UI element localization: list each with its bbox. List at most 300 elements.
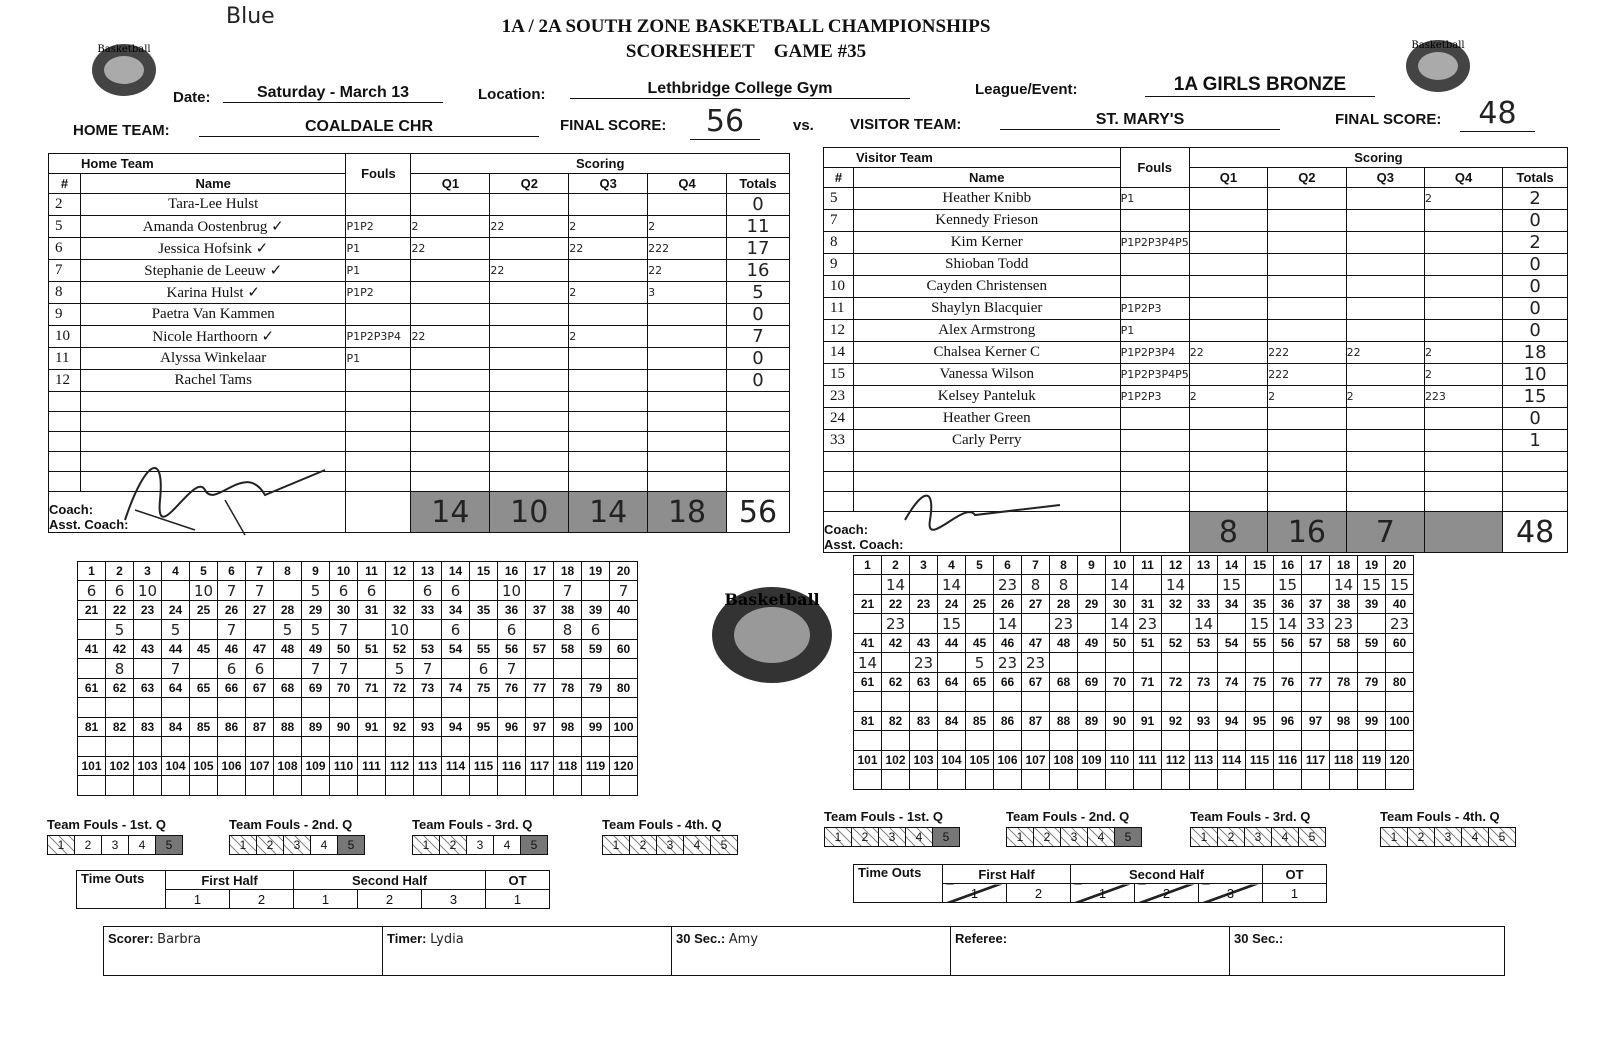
player-q1-cell[interactable] bbox=[1189, 408, 1267, 430]
player-total-cell[interactable] bbox=[727, 472, 790, 492]
score-player-cell[interactable] bbox=[302, 698, 330, 718]
score-player-cell[interactable] bbox=[1050, 770, 1078, 790]
score-player-cell[interactable]: 14 bbox=[1190, 614, 1218, 634]
timeout-box[interactable]: 3 bbox=[1199, 884, 1263, 903]
timeout-box[interactable]: 1 bbox=[1071, 884, 1135, 903]
team-foul-box[interactable]: 4 bbox=[129, 836, 156, 854]
team-foul-box[interactable]: 4 bbox=[311, 836, 338, 854]
player-fouls-cell[interactable]: P1P2P3 bbox=[1120, 298, 1189, 320]
score-player-cell[interactable] bbox=[78, 698, 106, 718]
player-q1-cell[interactable] bbox=[411, 370, 490, 392]
score-player-cell[interactable]: 23 bbox=[882, 614, 910, 634]
player-q2-cell[interactable] bbox=[490, 194, 569, 216]
score-player-cell[interactable]: 6 bbox=[218, 659, 246, 679]
player-fouls-cell[interactable] bbox=[1120, 254, 1189, 276]
score-player-cell[interactable] bbox=[134, 737, 162, 757]
score-player-cell[interactable]: 8 bbox=[554, 620, 582, 640]
score-player-cell[interactable] bbox=[1386, 653, 1414, 673]
score-player-cell[interactable]: 7 bbox=[330, 620, 358, 640]
score-player-cell[interactable] bbox=[554, 698, 582, 718]
score-player-cell[interactable] bbox=[1050, 653, 1078, 673]
score-player-cell[interactable]: 6 bbox=[330, 581, 358, 601]
score-player-cell[interactable] bbox=[1162, 653, 1190, 673]
player-q4-cell[interactable] bbox=[1424, 298, 1502, 320]
team-foul-box[interactable]: 3 bbox=[1061, 828, 1088, 846]
timeout-box[interactable]: 1 bbox=[486, 890, 550, 909]
player-fouls-cell[interactable] bbox=[346, 304, 411, 326]
score-player-cell[interactable] bbox=[1246, 770, 1274, 790]
score-player-cell[interactable] bbox=[1386, 770, 1414, 790]
score-player-cell[interactable]: 7 bbox=[218, 620, 246, 640]
player-name-cell[interactable]: Rachel Tams bbox=[80, 370, 346, 392]
score-player-cell[interactable]: 5 bbox=[302, 620, 330, 640]
score-player-cell[interactable] bbox=[1162, 692, 1190, 712]
player-q4-cell[interactable] bbox=[1424, 320, 1502, 342]
player-q3-cell[interactable] bbox=[1346, 276, 1424, 298]
player-q1-cell[interactable] bbox=[1189, 452, 1267, 472]
score-player-cell[interactable] bbox=[274, 737, 302, 757]
player-q4-cell[interactable] bbox=[1424, 430, 1502, 452]
score-player-cell[interactable] bbox=[1302, 575, 1330, 595]
score-player-cell[interactable] bbox=[582, 776, 610, 796]
team-foul-box[interactable]: 3 bbox=[1245, 828, 1272, 846]
score-player-cell[interactable]: 23 bbox=[910, 653, 938, 673]
player-fouls-cell[interactable]: P1P2 bbox=[346, 216, 411, 238]
player-q4-cell[interactable] bbox=[648, 370, 727, 392]
score-player-cell[interactable] bbox=[610, 737, 638, 757]
team-foul-box[interactable]: 1 bbox=[230, 836, 257, 854]
score-player-cell[interactable] bbox=[1330, 770, 1358, 790]
player-q3-cell[interactable]: 22 bbox=[1346, 342, 1424, 364]
player-fouls-cell[interactable] bbox=[1120, 210, 1189, 232]
score-player-cell[interactable] bbox=[1246, 653, 1274, 673]
player-total-cell[interactable]: 5 bbox=[727, 282, 790, 304]
score-player-cell[interactable]: 14 bbox=[882, 575, 910, 595]
score-player-cell[interactable]: 14 bbox=[1330, 575, 1358, 595]
player-q2-cell[interactable]: 22 bbox=[490, 260, 569, 282]
player-q3-cell[interactable] bbox=[1346, 364, 1424, 386]
player-q3-cell[interactable] bbox=[1346, 492, 1424, 512]
score-player-cell[interactable] bbox=[1386, 731, 1414, 751]
player-total-cell[interactable]: 7 bbox=[727, 326, 790, 348]
player-num-cell[interactable]: 11 bbox=[824, 298, 854, 320]
score-player-cell[interactable] bbox=[1050, 692, 1078, 712]
player-q4-cell[interactable]: 2 bbox=[1424, 342, 1502, 364]
player-q2-cell[interactable] bbox=[1268, 210, 1347, 232]
player-name-cell[interactable]: Cayden Christensen bbox=[853, 276, 1120, 298]
player-q3-cell[interactable] bbox=[1346, 232, 1424, 254]
score-player-cell[interactable] bbox=[218, 776, 246, 796]
team-foul-box[interactable]: 4 bbox=[1272, 828, 1299, 846]
player-fouls-cell[interactable] bbox=[1120, 276, 1189, 298]
player-total-cell[interactable]: 10 bbox=[1503, 364, 1568, 386]
score-player-cell[interactable] bbox=[610, 659, 638, 679]
score-player-cell[interactable] bbox=[1358, 653, 1386, 673]
score-player-cell[interactable]: 10 bbox=[498, 581, 526, 601]
score-player-cell[interactable] bbox=[470, 737, 498, 757]
player-q3-cell[interactable] bbox=[1346, 430, 1424, 452]
timeout-box[interactable]: 1 bbox=[294, 890, 358, 909]
score-player-cell[interactable] bbox=[274, 776, 302, 796]
score-player-cell[interactable]: 6 bbox=[442, 620, 470, 640]
timeout-box[interactable]: 1 bbox=[943, 884, 1007, 903]
score-player-cell[interactable] bbox=[442, 737, 470, 757]
player-total-cell[interactable]: 16 bbox=[727, 260, 790, 282]
player-num-cell[interactable]: 12 bbox=[824, 320, 854, 342]
player-q3-cell[interactable] bbox=[1346, 320, 1424, 342]
score-player-cell[interactable] bbox=[1162, 731, 1190, 751]
score-player-cell[interactable]: 14 bbox=[1106, 614, 1134, 634]
score-player-cell[interactable] bbox=[1106, 653, 1134, 673]
player-q4-cell[interactable] bbox=[1424, 254, 1502, 276]
score-player-cell[interactable]: 14 bbox=[938, 575, 966, 595]
player-q3-cell[interactable]: 2 bbox=[569, 282, 648, 304]
player-q2-cell[interactable]: 22 bbox=[490, 216, 569, 238]
score-player-cell[interactable] bbox=[386, 776, 414, 796]
player-q4-cell[interactable]: 22 bbox=[648, 260, 727, 282]
score-player-cell[interactable] bbox=[358, 659, 386, 679]
score-player-cell[interactable] bbox=[386, 581, 414, 601]
score-player-cell[interactable] bbox=[966, 692, 994, 712]
score-player-cell[interactable] bbox=[302, 737, 330, 757]
timeout-box[interactable]: 3 bbox=[422, 890, 486, 909]
player-q4-cell[interactable]: 3 bbox=[648, 282, 727, 304]
player-q4-cell[interactable] bbox=[1424, 232, 1502, 254]
player-q4-cell[interactable] bbox=[648, 392, 727, 412]
score-player-cell[interactable] bbox=[190, 776, 218, 796]
timeout-box[interactable]: 1 bbox=[1263, 884, 1327, 903]
player-q1-cell[interactable] bbox=[1189, 276, 1267, 298]
score-player-cell[interactable] bbox=[854, 692, 882, 712]
player-fouls-cell[interactable] bbox=[346, 472, 411, 492]
score-player-cell[interactable]: 7 bbox=[162, 659, 190, 679]
score-player-cell[interactable] bbox=[1022, 731, 1050, 751]
timeout-box[interactable]: 2 bbox=[1135, 884, 1199, 903]
score-player-cell[interactable] bbox=[1218, 653, 1246, 673]
player-fouls-cell[interactable]: P1 bbox=[346, 260, 411, 282]
score-player-cell[interactable] bbox=[1330, 731, 1358, 751]
score-player-cell[interactable]: 7 bbox=[554, 581, 582, 601]
player-q3-cell[interactable] bbox=[1346, 254, 1424, 276]
score-player-cell[interactable] bbox=[134, 776, 162, 796]
player-name-cell[interactable]: Kennedy Frieson bbox=[853, 210, 1120, 232]
player-total-cell[interactable]: 0 bbox=[1503, 320, 1568, 342]
score-player-cell[interactable] bbox=[1190, 731, 1218, 751]
scorer-cell[interactable] bbox=[104, 927, 383, 976]
score-player-cell[interactable] bbox=[1274, 692, 1302, 712]
player-q3-cell[interactable] bbox=[569, 370, 648, 392]
score-player-cell[interactable]: 7 bbox=[414, 659, 442, 679]
score-player-cell[interactable] bbox=[414, 620, 442, 640]
timeout-box[interactable]: 2 bbox=[358, 890, 422, 909]
score-player-cell[interactable]: 23 bbox=[1386, 614, 1414, 634]
player-q3-cell[interactable] bbox=[569, 432, 648, 452]
score-player-cell[interactable]: 7 bbox=[302, 659, 330, 679]
player-q1-cell[interactable] bbox=[411, 432, 490, 452]
player-q1-cell[interactable] bbox=[411, 194, 490, 216]
score-player-cell[interactable] bbox=[330, 737, 358, 757]
sec30-cell[interactable] bbox=[672, 927, 951, 976]
player-q1-cell[interactable] bbox=[1189, 188, 1267, 210]
score-player-cell[interactable] bbox=[910, 692, 938, 712]
player-q4-cell[interactable] bbox=[1424, 276, 1502, 298]
player-fouls-cell[interactable]: P1 bbox=[1120, 188, 1189, 210]
player-name-cell[interactable]: Vanessa Wilson bbox=[853, 364, 1120, 386]
score-player-cell[interactable] bbox=[1246, 692, 1274, 712]
player-name-cell[interactable]: Kim Kerner bbox=[853, 232, 1120, 254]
player-q3-cell[interactable] bbox=[569, 260, 648, 282]
player-name-cell[interactable] bbox=[80, 412, 346, 432]
player-num-cell[interactable]: 12 bbox=[49, 370, 81, 392]
score-player-cell[interactable] bbox=[470, 620, 498, 640]
player-name-cell[interactable]: Carly Perry bbox=[853, 430, 1120, 452]
score-player-cell[interactable] bbox=[1246, 731, 1274, 751]
score-player-cell[interactable] bbox=[554, 659, 582, 679]
score-player-cell[interactable]: 5 bbox=[162, 620, 190, 640]
score-player-cell[interactable] bbox=[526, 620, 554, 640]
player-q4-cell[interactable] bbox=[648, 348, 727, 370]
score-player-cell[interactable] bbox=[1330, 653, 1358, 673]
score-player-cell[interactable] bbox=[1190, 575, 1218, 595]
score-player-cell[interactable] bbox=[498, 737, 526, 757]
score-player-cell[interactable] bbox=[190, 620, 218, 640]
score-player-cell[interactable]: 10 bbox=[190, 581, 218, 601]
player-name-cell[interactable]: Paetra Van Kammen bbox=[80, 304, 346, 326]
score-player-cell[interactable] bbox=[162, 698, 190, 718]
player-fouls-cell[interactable]: P1 bbox=[346, 348, 411, 370]
score-player-cell[interactable] bbox=[1218, 614, 1246, 634]
player-total-cell[interactable] bbox=[1503, 452, 1568, 472]
player-q1-cell[interactable] bbox=[1189, 254, 1267, 276]
score-player-cell[interactable]: 15 bbox=[938, 614, 966, 634]
player-q3-cell[interactable]: 2 bbox=[1346, 386, 1424, 408]
score-player-cell[interactable] bbox=[1078, 575, 1106, 595]
score-player-cell[interactable] bbox=[414, 776, 442, 796]
score-player-cell[interactable] bbox=[1162, 770, 1190, 790]
score-player-cell[interactable] bbox=[1218, 692, 1246, 712]
player-name-cell[interactable]: Nicole Harthoorn ✓ bbox=[80, 326, 346, 348]
score-player-cell[interactable] bbox=[498, 698, 526, 718]
score-player-cell[interactable] bbox=[106, 698, 134, 718]
player-q4-cell[interactable]: 222 bbox=[648, 238, 727, 260]
player-q1-cell[interactable]: 22 bbox=[1189, 342, 1267, 364]
player-q2-cell[interactable] bbox=[490, 304, 569, 326]
player-total-cell[interactable]: 0 bbox=[727, 194, 790, 216]
score-player-cell[interactable] bbox=[1246, 575, 1274, 595]
score-player-cell[interactable]: 15 bbox=[1358, 575, 1386, 595]
player-q2-cell[interactable] bbox=[490, 392, 569, 412]
score-player-cell[interactable] bbox=[162, 581, 190, 601]
score-player-cell[interactable] bbox=[134, 698, 162, 718]
player-q2-cell[interactable] bbox=[1268, 472, 1347, 492]
score-player-cell[interactable] bbox=[1078, 731, 1106, 751]
score-player-cell[interactable] bbox=[1302, 731, 1330, 751]
score-player-cell[interactable] bbox=[582, 581, 610, 601]
player-q4-cell[interactable]: 2 bbox=[648, 216, 727, 238]
score-player-cell[interactable] bbox=[1190, 770, 1218, 790]
player-q3-cell[interactable] bbox=[1346, 188, 1424, 210]
score-player-cell[interactable] bbox=[526, 581, 554, 601]
score-player-cell[interactable] bbox=[1134, 692, 1162, 712]
player-q4-cell[interactable] bbox=[648, 326, 727, 348]
score-player-cell[interactable] bbox=[190, 737, 218, 757]
player-q2-cell[interactable] bbox=[490, 238, 569, 260]
player-q1-cell[interactable] bbox=[411, 348, 490, 370]
score-player-cell[interactable] bbox=[1106, 692, 1134, 712]
score-player-cell[interactable] bbox=[1358, 692, 1386, 712]
player-num-cell[interactable]: 14 bbox=[824, 342, 854, 364]
player-num-cell[interactable] bbox=[824, 492, 854, 512]
player-fouls-cell[interactable] bbox=[1120, 408, 1189, 430]
score-player-cell[interactable] bbox=[966, 614, 994, 634]
player-q2-cell[interactable] bbox=[1268, 430, 1347, 452]
player-total-cell[interactable]: 0 bbox=[727, 348, 790, 370]
score-player-cell[interactable]: 6 bbox=[106, 581, 134, 601]
team-foul-box[interactable]: 2 bbox=[1034, 828, 1061, 846]
player-q2-cell[interactable] bbox=[490, 326, 569, 348]
score-player-cell[interactable] bbox=[190, 698, 218, 718]
player-q2-cell[interactable] bbox=[1268, 232, 1347, 254]
team-foul-box[interactable]: 2 bbox=[75, 836, 102, 854]
player-fouls-cell[interactable]: P1P2P3P4 bbox=[1120, 342, 1189, 364]
score-player-cell[interactable] bbox=[1358, 770, 1386, 790]
score-player-cell[interactable]: 6 bbox=[442, 581, 470, 601]
player-fouls-cell[interactable]: P1P2P3 bbox=[1120, 386, 1189, 408]
player-q4-cell[interactable] bbox=[648, 452, 727, 472]
team-foul-box[interactable]: 1 bbox=[413, 836, 440, 854]
team-foul-box[interactable]: 5 bbox=[711, 836, 737, 854]
score-player-cell[interactable] bbox=[498, 776, 526, 796]
score-player-cell[interactable] bbox=[246, 776, 274, 796]
player-q4-cell[interactable] bbox=[648, 304, 727, 326]
score-player-cell[interactable]: 8 bbox=[1022, 575, 1050, 595]
player-total-cell[interactable]: 0 bbox=[1503, 254, 1568, 276]
score-player-cell[interactable]: 23 bbox=[994, 575, 1022, 595]
player-num-cell[interactable] bbox=[49, 432, 81, 452]
player-num-cell[interactable] bbox=[49, 472, 81, 492]
player-fouls-cell[interactable] bbox=[1120, 452, 1189, 472]
score-player-cell[interactable]: 10 bbox=[386, 620, 414, 640]
score-player-cell[interactable] bbox=[582, 659, 610, 679]
score-player-cell[interactable]: 23 bbox=[1050, 614, 1078, 634]
player-q2-cell[interactable] bbox=[1268, 492, 1347, 512]
score-player-cell[interactable] bbox=[526, 659, 554, 679]
player-q2-cell[interactable]: 222 bbox=[1268, 364, 1347, 386]
score-player-cell[interactable]: 8 bbox=[1050, 575, 1078, 595]
player-total-cell[interactable]: 0 bbox=[727, 370, 790, 392]
score-player-cell[interactable] bbox=[526, 737, 554, 757]
score-player-cell[interactable] bbox=[554, 776, 582, 796]
sec30b-cell[interactable] bbox=[1230, 927, 1505, 976]
player-num-cell[interactable]: 33 bbox=[824, 430, 854, 452]
score-player-cell[interactable] bbox=[470, 776, 498, 796]
score-player-cell[interactable] bbox=[910, 575, 938, 595]
score-player-cell[interactable] bbox=[330, 698, 358, 718]
player-q2-cell[interactable] bbox=[1268, 320, 1347, 342]
score-player-cell[interactable]: 33 bbox=[1302, 614, 1330, 634]
team-foul-box[interactable]: 1 bbox=[1381, 828, 1408, 846]
player-q3-cell[interactable] bbox=[1346, 298, 1424, 320]
player-q4-cell[interactable] bbox=[648, 412, 727, 432]
score-player-cell[interactable] bbox=[1078, 770, 1106, 790]
score-player-cell[interactable] bbox=[414, 698, 442, 718]
player-q1-cell[interactable] bbox=[411, 260, 490, 282]
player-q3-cell[interactable] bbox=[1346, 472, 1424, 492]
player-name-cell[interactable]: Amanda Oostenbrug ✓ bbox=[80, 216, 346, 238]
player-q4-cell[interactable] bbox=[1424, 210, 1502, 232]
team-foul-box[interactable]: 4 bbox=[1462, 828, 1489, 846]
player-name-cell[interactable]: Alyssa Winkelaar bbox=[80, 348, 346, 370]
score-player-cell[interactable]: 23 bbox=[1134, 614, 1162, 634]
score-player-cell[interactable] bbox=[1218, 770, 1246, 790]
score-player-cell[interactable] bbox=[994, 731, 1022, 751]
team-foul-box[interactable]: 2 bbox=[630, 836, 657, 854]
score-player-cell[interactable] bbox=[882, 692, 910, 712]
player-num-cell[interactable]: 24 bbox=[824, 408, 854, 430]
player-q1-cell[interactable]: 22 bbox=[411, 326, 490, 348]
team-foul-box[interactable]: 3 bbox=[1435, 828, 1462, 846]
team-foul-box[interactable]: 4 bbox=[494, 836, 521, 854]
score-player-cell[interactable]: 15 bbox=[1274, 575, 1302, 595]
team-foul-box[interactable]: 5 bbox=[1299, 828, 1325, 846]
team-foul-box[interactable]: 3 bbox=[879, 828, 906, 846]
score-player-cell[interactable] bbox=[302, 776, 330, 796]
player-fouls-cell[interactable]: P1P2P3P4 bbox=[346, 326, 411, 348]
player-num-cell[interactable] bbox=[49, 452, 81, 472]
score-player-cell[interactable] bbox=[1386, 692, 1414, 712]
score-player-cell[interactable]: 8 bbox=[106, 659, 134, 679]
player-q1-cell[interactable]: 2 bbox=[1189, 386, 1267, 408]
player-total-cell[interactable]: 0 bbox=[1503, 276, 1568, 298]
score-player-cell[interactable] bbox=[1106, 731, 1134, 751]
score-player-cell[interactable]: 5 bbox=[386, 659, 414, 679]
score-player-cell[interactable] bbox=[1134, 731, 1162, 751]
player-q4-cell[interactable]: 2 bbox=[1424, 188, 1502, 210]
score-player-cell[interactable] bbox=[1302, 653, 1330, 673]
score-player-cell[interactable] bbox=[966, 731, 994, 751]
player-name-cell[interactable] bbox=[80, 392, 346, 412]
score-player-cell[interactable]: 6 bbox=[582, 620, 610, 640]
player-num-cell[interactable]: 8 bbox=[49, 282, 81, 304]
score-player-cell[interactable]: 7 bbox=[218, 581, 246, 601]
player-total-cell[interactable] bbox=[1503, 492, 1568, 512]
player-num-cell[interactable] bbox=[824, 472, 854, 492]
score-player-cell[interactable] bbox=[610, 620, 638, 640]
player-q3-cell[interactable] bbox=[569, 412, 648, 432]
score-player-cell[interactable] bbox=[442, 776, 470, 796]
score-player-cell[interactable] bbox=[470, 698, 498, 718]
player-fouls-cell[interactable]: P1P2 bbox=[346, 282, 411, 304]
player-fouls-cell[interactable] bbox=[346, 194, 411, 216]
team-foul-box[interactable]: 1 bbox=[1007, 828, 1034, 846]
score-player-cell[interactable] bbox=[994, 692, 1022, 712]
player-q4-cell[interactable] bbox=[1424, 408, 1502, 430]
score-player-cell[interactable] bbox=[218, 698, 246, 718]
player-q2-cell[interactable] bbox=[1268, 298, 1347, 320]
score-player-cell[interactable] bbox=[938, 692, 966, 712]
player-q1-cell[interactable] bbox=[411, 452, 490, 472]
score-player-cell[interactable]: 6 bbox=[358, 581, 386, 601]
score-player-cell[interactable] bbox=[78, 776, 106, 796]
score-player-cell[interactable] bbox=[1050, 731, 1078, 751]
team-foul-box[interactable]: 5 bbox=[338, 836, 364, 854]
score-player-cell[interactable] bbox=[134, 659, 162, 679]
team-foul-box[interactable]: 1 bbox=[1191, 828, 1218, 846]
score-player-cell[interactable]: 6 bbox=[246, 659, 274, 679]
player-q3-cell[interactable] bbox=[1346, 452, 1424, 472]
player-num-cell[interactable]: 10 bbox=[49, 326, 81, 348]
player-q2-cell[interactable] bbox=[1268, 276, 1347, 298]
